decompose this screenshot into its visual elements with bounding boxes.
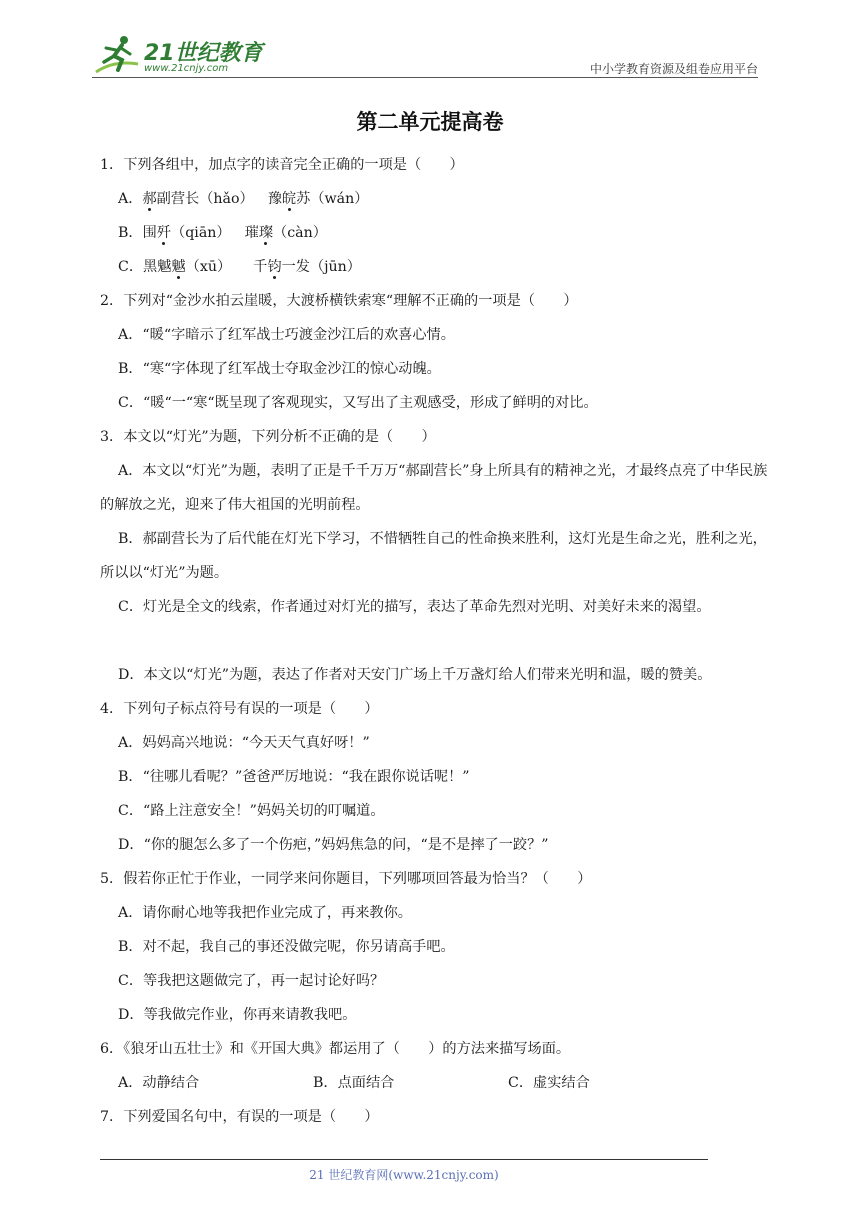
question-2-stem: 2．下列对“金沙水拍云崖暖，大渡桥横铁索寒“理解不正确的一项是（ ） bbox=[100, 293, 578, 309]
question-7-stem: 7．下列爱国名句中，有误的一项是（ ） bbox=[100, 1109, 379, 1125]
question-6-options bbox=[100, 1066, 770, 1100]
dotted-char: 郝 bbox=[142, 191, 157, 207]
question-4-option-d: D．“你的腿怎么多了一个伤疤，”妈妈焦急的问，“是不是摔了一跤？” bbox=[118, 837, 549, 853]
question-list bbox=[100, 148, 770, 1134]
dotted-char: 魆 bbox=[171, 259, 186, 275]
question-4-option-b: B．“往哪儿看呢？”爸爸严厉地说：“我在跟你说话呢！” bbox=[118, 769, 470, 785]
logo bbox=[92, 34, 272, 78]
footer-divider bbox=[100, 1159, 708, 1160]
question-3-option-c: C．灯光是全文的线索，作者通过对灯光的描写，表达了革命先烈对光明、对美好未来的渴望。 bbox=[118, 599, 711, 615]
question-6-stem: 6．《狼牙山五壮士》和《开国大典》都运用了（ ）的方法来描写场面。 bbox=[100, 1041, 571, 1057]
question-2-option-a: A．“暖“字暗示了红军战士巧渡金沙江后的欢喜心情。 bbox=[118, 327, 455, 343]
question-2-option-c: C．“暖“一“寒“既呈现了客观现实，又写出了主观感受，形成了鲜明的对比。 bbox=[118, 395, 598, 411]
header-divider bbox=[92, 77, 758, 78]
question-1-stem: 1．下列各组中，加点字的读音完全正确的一项是（ ） bbox=[100, 157, 464, 173]
question-4-option-a: A．妈妈高兴地说：“今天天气真好呀！” bbox=[118, 735, 370, 751]
question-1-option-c: C．黑魆魆（xū） 千钧一发（jūn） bbox=[118, 259, 361, 275]
question-6-option-a: A．动静结合 bbox=[118, 1075, 200, 1091]
question-2-option-b: B．“寒“字体现了红军战士夺取金沙江的惊心动魄。 bbox=[118, 361, 441, 377]
runner-icon bbox=[92, 34, 142, 78]
platform-name: 中小学教育资源及组卷应用平台 bbox=[589, 62, 758, 76]
page-title: 第二单元提高卷 bbox=[356, 109, 504, 134]
dotted-char: 钧 bbox=[267, 259, 282, 275]
question-3-option-a: A．本文以“灯光”为题，表明了正是千千万万“郝副营长”身上所具有的精神之光，才最终点亮了中华民族的解放之光，迎来了伟大祖国的光明前程。 bbox=[100, 463, 768, 513]
logo-url: www.21cnjy.com bbox=[144, 63, 229, 74]
question-5-option-d: D．等我做完作业，你再来请教我吧。 bbox=[118, 1007, 357, 1023]
question-6-option-c: C．虚实结合 bbox=[508, 1075, 590, 1091]
question-5-stem: 5．假若你正忙于作业，一同学来问你题目，下列哪项回答最为恰当？（ ） bbox=[100, 871, 592, 887]
dotted-char: 璨 bbox=[258, 225, 274, 241]
page-header bbox=[92, 30, 758, 80]
question-1-option-a: A．郝副营长（hǎo） 豫皖苏（wán） bbox=[118, 191, 369, 207]
question-6-option-b: B．点面结合 bbox=[313, 1075, 395, 1091]
dotted-char: 皖 bbox=[281, 191, 297, 207]
logo-text: 21世纪教育 bbox=[144, 41, 263, 66]
question-1-option-b: B．围歼（qiān） 璀璨（càn） bbox=[118, 225, 327, 241]
page-footer: 21 世纪教育网(www.21cnjy.com) bbox=[309, 1168, 499, 1182]
question-5-option-b: B．对不起，我自己的事还没做完呢，你另请高手吧。 bbox=[118, 939, 455, 955]
question-4-option-c: C．“路上注意安全！”妈妈关切的叮嘱道。 bbox=[118, 803, 385, 819]
question-4-stem: 4．下列句子标点符号有误的一项是（ ） bbox=[100, 701, 379, 717]
question-5-option-a: A．请你耐心地等我把作业完成了，再来教你。 bbox=[118, 905, 412, 921]
question-3-option-d: D．本文以“灯光”为题，表达了作者对天安门广场上千万盏灯给人们带来光明和温，暖的赞美。 bbox=[118, 667, 712, 683]
question-3-option-b: B．郝副营长为了后代能在灯光下学习，不惜牺牲自己的性命换来胜利，这灯光是生命之光，胜利之光，所以以“灯光”为题。 bbox=[100, 531, 767, 581]
question-5-option-c: C．等我把这题做完了，再一起讨论好吗？ bbox=[118, 973, 385, 989]
question-3-stem: 3．本文以“灯光”为题，下列分析不正确的是（ ） bbox=[100, 429, 436, 445]
dotted-char: 歼 bbox=[156, 225, 172, 241]
